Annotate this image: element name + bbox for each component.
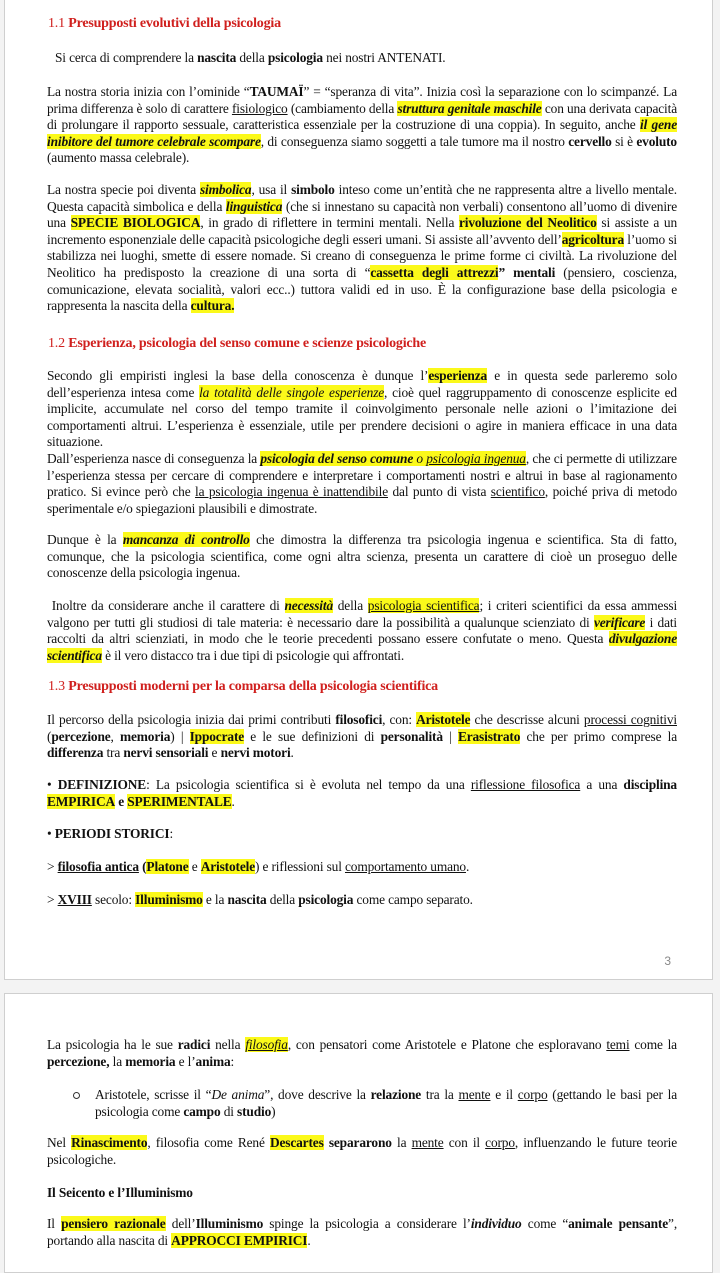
list-item-xviii-secolo: > XVIII secolo: Illuminismo e la nascita della psicologia come campo separato. [47,892,473,907]
document-page-4 [4,993,713,1273]
paragraph-taumai: La nostra storia inizia con l’ominide “TAUMAÏ” = “speranza di vita”. Inizia così la separazione con lo scimpanzé. La prima differenza è solo di carattere fisiologico (cambiamento della struttura genitale maschile con una derivata capacità di prolungare il rapporto sessuale, caratteristica essenziale per la costruzione di una coppia). In seguito, anche il gene inibitore del tumore celebrale scompare, di conseguenza siamo soggetti a tale tumore ma il nostro cervello si è evoluto (aumento massa celebrale). [47,84,677,166]
section-heading-1-3: 1.3 Presupposti moderni per la comparsa della psicologia scientifica [48,679,438,694]
subheading-seicento-illuminismo: Il Seicento e l’Illuminismo [47,1185,193,1200]
paragraph-simbolica: La nostra specie poi diventa simbolica, usa il simbolo inteso come un’entità che ne rappresenta altre a livello mentale. Questa capacità simbolica e della linguistica (che si innestano su capacità non verbali) consentono all’uomo di divenire una SPECIE BIOLOGICA, in grado di riflettere in termini mentali. Nella rivoluzione del Neolitico si assiste a un incremento esponenziale delle capacità psicologiche degli esseri umani. Si assiste all’avvento dell’agricoltura l’uomo si stabilizza nei luoghi, smette di essere nomade. Si creano di conseguenza le prime forme ci civiltà. La rivoluzione del Neolitico ha predisposto la creazione di una sorta di “cassetta degli attrezzi” mentali (pensiero, coscienza, comunicazione, elevata socialità, valori ecc..) tuttora validi ed in uso. È la configurazione base della psicologia e rappresenta la nascita della cultura. [47,182,677,314]
bullet-circle-icon [73,1092,80,1099]
paragraph-rinascimento: Nel Rinascimento, filosofia come René Descartes separarono la mente con il corpo, influenzando le future teorie psicologiche. [47,1135,677,1167]
paragraph-pensiero-razionale: Il pensiero razionale dell’Illuminismo spinge la psicologia a considerare l’individuo come “animale pensante”, portando alla nascita di APPROCCI EMPIRICI. [47,1216,678,1248]
list-item-filosofia-antica: > filosofia antica (Platone e Aristotele) e riflessioni sul comportamento umano. [47,859,470,874]
paragraph-definizione: • DEFINIZIONE: La psicologia scientifica si è evoluta nel tempo da una riflessione filosofica a una disciplina EMPIRICA e SPERIMENTALE. [47,777,677,809]
paragraph-intro: Si cerca di comprendere la nascita della psicologia nei nostri ANTENATI. [55,50,446,65]
paragraph-esperienza: Secondo gli empiristi inglesi la base della conoscenza è dunque l’esperienza e in questa sede parleremo solo dell’esperienza intesa come la totalità delle singole esperienze, cioè quel raggruppamento di conoscenze esplicite ed implicite, accumulate nel corso del tempo tramite il coinvolgimento personale nelle azioni o l’imitazione dei comportamenti altrui. L’esperienza è essenziale, utile per prendere decisioni o agire in maniera efficace in una data situazione. [47,368,677,450]
paragraph-periodi-storici: • PERIODI STORICI: [47,826,174,841]
paragraph-mancanza-controllo: Dunque è la mancanza di controllo che dimostra la differenza tra psicologia ingenua e scientifica. Sta di fatto, comunque, che la psicologia scientifica, come ogni altra scienza, presenta un carattere di cioè un proseguo delle conoscenze della psicologia ingenua. [47,532,677,581]
page-number: 3 [664,954,671,968]
paragraph-necessita: Inoltre da considerare anche il carattere di necessità della psicologia scientifica; i criteri scientifici da essa ammessi valgono per tutti gli studiosi di tale materia: è necessario dare la possibilità a qualunque scienziato di verificare i dati raccolti da altri scienziati, in modo che le teorie precedenti possano essere confutate o meno. Questa divulgazione scientifica è il vero distacco tra i due tipi di psicologie qui affrontati. [47,598,678,663]
list-item-de-anima: Aristotele, scrisse il “De anima”, dove descrive la relazione tra la mente e il corpo (gettando le basi per la psicologia come campo di studio) [69,1087,677,1120]
paragraph-radici: La psicologia ha le sue radici nella filosofia, con pensatori come Aristotele e Platone che esploravano temi come la percezione, la memoria e l’anima: [47,1037,677,1069]
paragraph-psicologia-ingenua: Dall’esperienza nasce di conseguenza la psicologia del senso comune o psicologia ingenua, che ci permette di utilizzare l’esperienza stessa per cercare di comprendere e interpretare i comportamenti nostri e altrui in base al ragionamento pratico. Si evince però che la psicologia ingenua è inattendibile dal punto di vista scientifico, poiché priva di metodo sperimentale e/o spiegazioni plausibili e dimostrate. [47,451,677,516]
document-page-3 [4,0,713,980]
section-heading-1-1: 1.1 Presupposti evolutivi della psicologia [48,16,281,31]
section-heading-1-2: 1.2 Esperienza, psicologia del senso comune e scienze psicologiche [48,336,427,351]
paragraph-percorso: Il percorso della psicologia inizia dai primi contributi filosofici, con: Aristotele che descrisse alcuni processi cognitivi (percezione, memoria) | Ippocrate e le sue definizioni di personalità | Erasistrato che per primo comprese la differenza tra nervi sensoriali e nervi motori. [47,712,677,761]
